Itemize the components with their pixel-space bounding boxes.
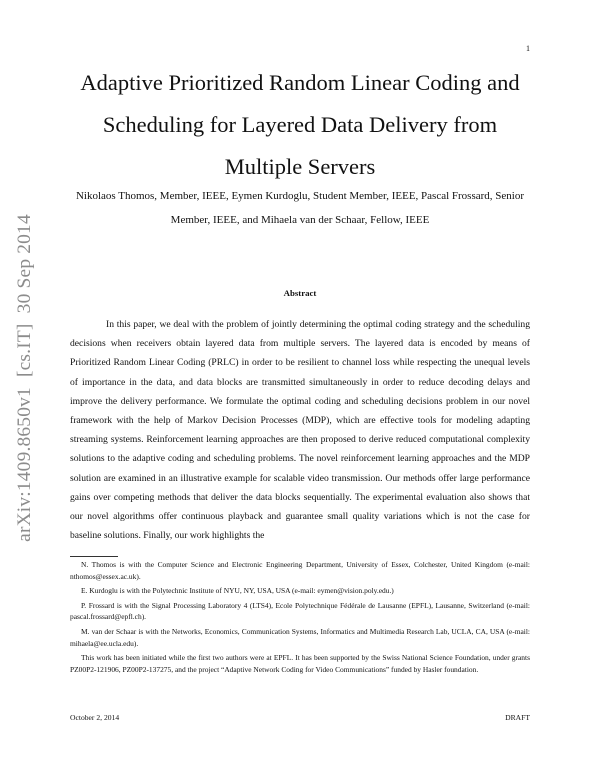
footnote-van-der-schaar: M. van der Schaar is with the Networks, Economics, Communication Systems, Informatics and Multimedia Research Lab, UCLA, CA, USA (e-mail: mihaela@ee.ucla.edu). (70, 626, 530, 648)
footer-draft-label: DRAFT (505, 713, 530, 722)
footer-date: October 2, 2014 (70, 713, 120, 722)
page-number: 1 (526, 44, 530, 53)
footnotes (70, 559, 530, 678)
arxiv-stamp-text: arXiv:1409.8650v1 [cs.IT] 30 Sep 2014 (14, 214, 35, 542)
paper-title: Adaptive Prioritized Random Linear Coding and Scheduling for Layered Data Delivery from Multiple Servers (80, 70, 520, 179)
arxiv-stamp (8, 200, 42, 556)
footnote-rule (70, 556, 118, 557)
abstract-heading: Abstract (283, 288, 317, 298)
footnote-frossard: P. Frossard is with the Signal Processing Laboratory 4 (LTS4), Ecole Polytechnique Fédérale de Lausanne (EPFL), Lausanne, Switzerland (e-mail: pascal.frossard@epfl.ch). (70, 600, 530, 622)
footnote-funding: This work has been initiated while the first two authors were at EPFL. It has been supported by the Swiss National Science Foundation, under grants PZ00P2-121906, PZ00P2-137275, and the project “Adaptive Network Coding for Video Communications” funded by Hasler foundation. (70, 652, 530, 674)
author-list: Nikolaos Thomos, Member, IEEE, Eymen Kurdoglu, Student Member, IEEE, Pascal Frossard, Senior Member, IEEE, and Mihaela van der Schaar, Fellow, IEEE (75, 190, 524, 226)
footnote-thomos: N. Thomos is with the Computer Science and Electronic Engineering Department, University of Essex, Colchester, United Kingdom (e-mail: nthomos@essex.ac.uk). (70, 560, 530, 581)
footnote-kurdoglu: E. Kurdoglu is with the Polytechnic Institute of NYU, NY, USA, USA (e-mail: eymen@vision.poly.edu.) (81, 586, 394, 596)
abstract-text: In this paper, we deal with the problem of jointly determining the optimal coding strategy and the scheduling decisions when receivers obtain layered data from multiple servers. The layered data is encoded by means of Prioritized Random Linear Coding (PRLC) in order to be resilient to channel loss while respecting the unequal levels of importance in the data, and data blocks are transmitted simultaneously in order to reduce decoding delays and improve the delivery performance. We formulate the optimal coding and scheduling decisions problem in our novel framework with the help of Markov Decision Processes (MDP), which are effective tools for modeling adapting streaming systems. Reinforcement learning approaches are then proposed to derive reduced computational complexity solutions to the adaptive coding and scheduling problems. The novel reinforcement learning approaches and the MDP solution are examined in an illustrative example for scalable video transmission. Our methods offer large performance gains over competing methods that deliver the data blocks sequentially. The experimental evaluation also shows that our novel algorithms offer continuous playback and guarantee small quality variations which is not the case for baseline solutions. Finally, our work highlights the (70, 319, 530, 542)
